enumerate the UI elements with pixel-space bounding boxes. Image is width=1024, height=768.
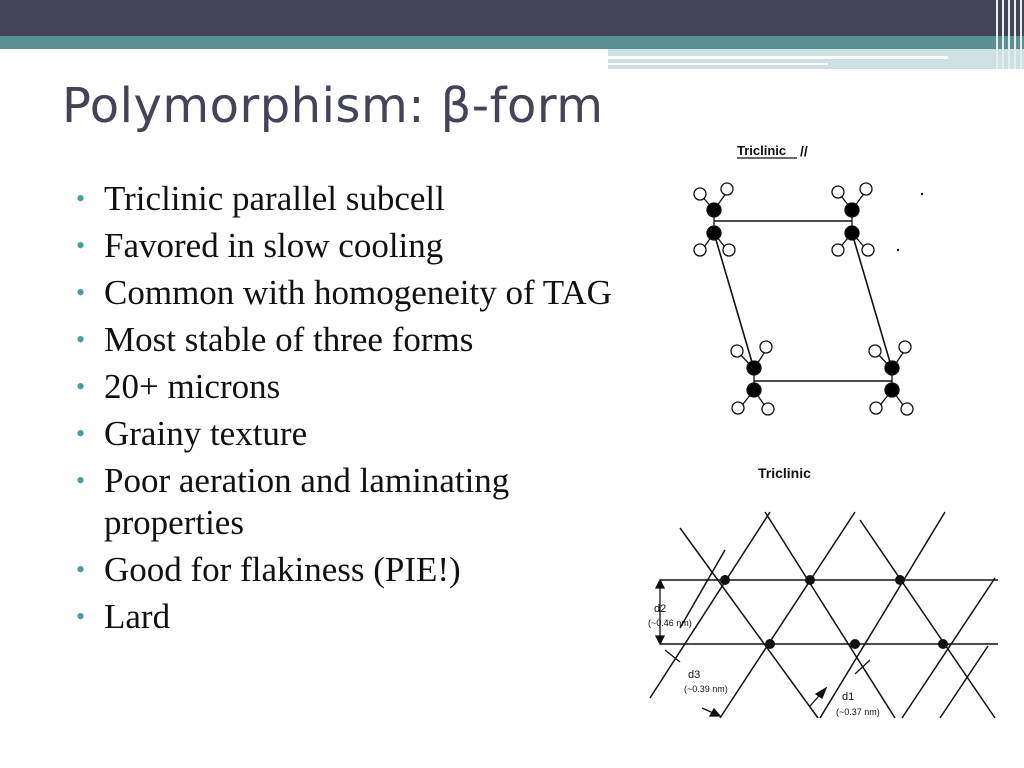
triclinic-lattice-diagram bbox=[640, 460, 1010, 730]
lattice-nodes bbox=[720, 575, 948, 649]
accent-bar bbox=[0, 36, 1024, 49]
slide-title: Polymorphism: β-form bbox=[62, 78, 604, 134]
bullet-dot: • bbox=[76, 466, 86, 495]
bullet-item: • Most stable of three forms bbox=[76, 320, 474, 359]
bullet-dot: • bbox=[76, 231, 86, 260]
speck bbox=[921, 193, 923, 195]
accent-line bbox=[608, 63, 828, 65]
d2-label: d2 bbox=[654, 603, 667, 615]
bullet-list bbox=[72, 178, 652, 643]
bullet-dot: • bbox=[76, 372, 86, 401]
bullet-dot: • bbox=[76, 184, 86, 213]
d1-value: (~0.37 nm) bbox=[836, 707, 880, 717]
header-bar bbox=[0, 0, 1024, 36]
d3-value: (~0.39 nm) bbox=[684, 684, 728, 694]
bullet-item: • 20+ microns bbox=[76, 367, 281, 406]
bullet-dot: • bbox=[76, 325, 86, 354]
d2-value: (~0.46 nm) bbox=[648, 618, 692, 628]
d3-arrow bbox=[665, 650, 720, 716]
bullet-item: • Poor aeration and laminating properties bbox=[76, 461, 510, 542]
accent-line bbox=[608, 56, 948, 59]
bullet-item: • Lard bbox=[76, 597, 171, 636]
bullet-item: • Good for flakiness (PIE!) bbox=[76, 550, 461, 589]
molecule bbox=[731, 341, 774, 415]
molecule bbox=[694, 183, 735, 256]
figure-label bbox=[737, 143, 808, 159]
d1-label: d1 bbox=[842, 691, 855, 703]
bullet-dot: • bbox=[76, 278, 86, 307]
svg-text://: // bbox=[800, 143, 808, 159]
figure-label: Triclinic bbox=[758, 465, 811, 481]
svg-text:Triclinic: Triclinic bbox=[737, 143, 787, 158]
bullet-item: • Grainy texture bbox=[76, 414, 308, 453]
triclinic-subcell-diagram bbox=[680, 138, 940, 423]
bullet-item: • Favored in slow cooling bbox=[76, 226, 444, 265]
bullet-dot: • bbox=[76, 555, 86, 584]
accent-bar-light bbox=[608, 49, 1024, 69]
bullet-item: • Triclinic parallel subcell bbox=[76, 179, 445, 218]
bullet-dot: • bbox=[76, 602, 86, 631]
bullet-item: • Common with homogeneity of TAG bbox=[76, 273, 612, 312]
d3-label: d3 bbox=[688, 669, 701, 681]
molecule bbox=[869, 341, 913, 415]
bullet-dot: • bbox=[76, 419, 86, 448]
corner-stripes bbox=[994, 0, 1024, 69]
d1-arrow bbox=[810, 660, 870, 706]
speck bbox=[897, 249, 899, 251]
molecule bbox=[832, 183, 874, 256]
